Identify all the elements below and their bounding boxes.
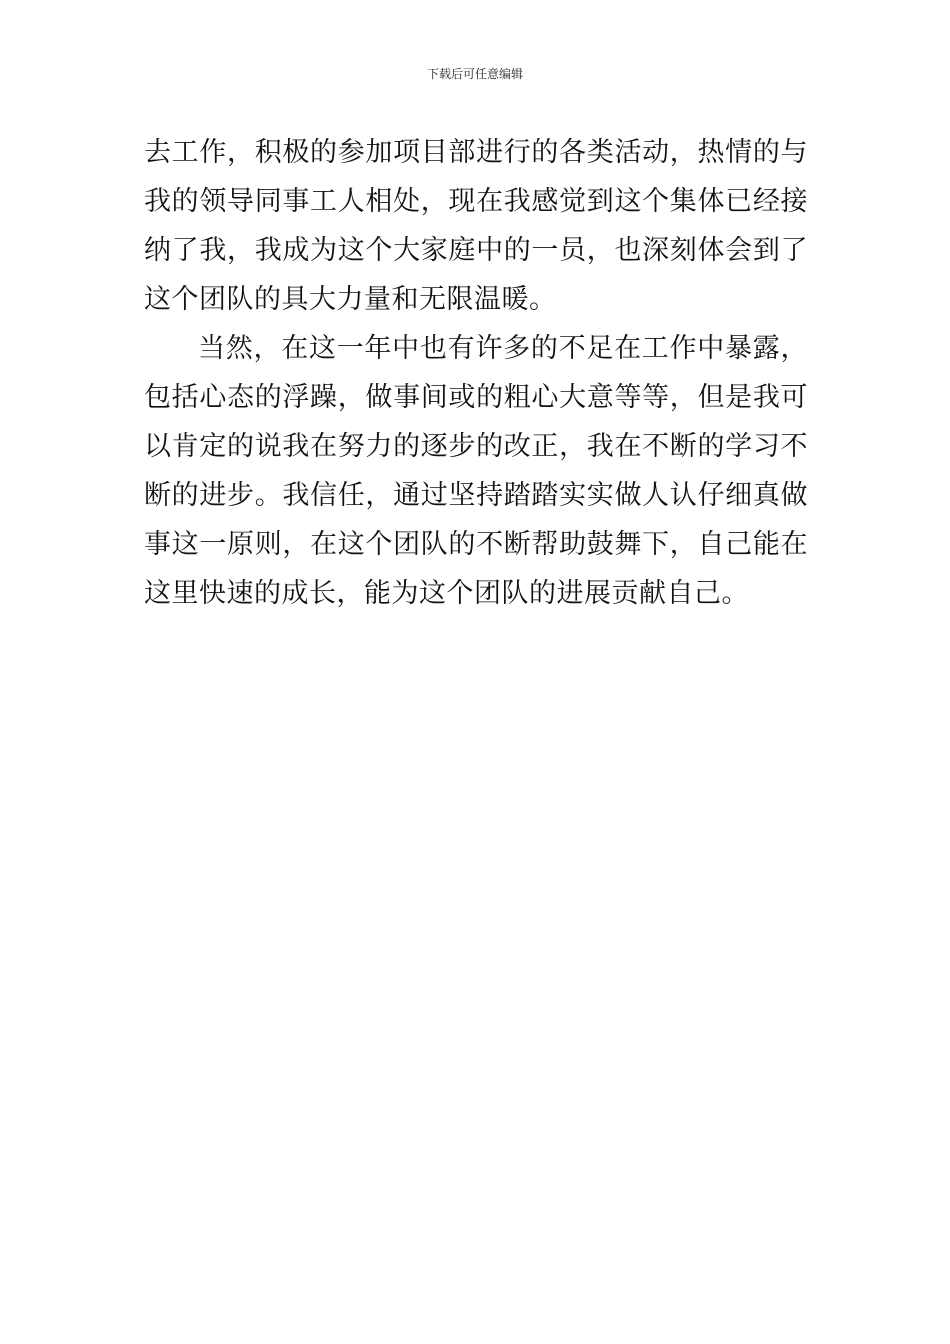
document-body: [144, 128, 808, 618]
header-note: 下载后可任意编辑: [426, 67, 523, 81]
paragraph-continuation: 去工作，积极的参加项目部进行的各类活动，热情的与我的领导同事工人相处，现在我感觉到这个集体已经接纳了我，我成为这个大家庭中的一员，也深刻体会到了这个团队的具大力量和无限温暖。: [144, 137, 808, 315]
paragraph-shortcomings: 当然，在这一年中也有许多的不足在工作中暴露，包括心态的浮躁，做事间或的粗心大意等等，但是我可以肯定的说我在努力的逐步的改正，我在不断的学习不断的进步。我信任，通过坚持踏踏实实做人认仔细真做事这一原则，在这个团队的不断帮助鼓舞下，自己能在这里快速的成长，能为这个团队的进展贡献自己。: [144, 333, 808, 609]
